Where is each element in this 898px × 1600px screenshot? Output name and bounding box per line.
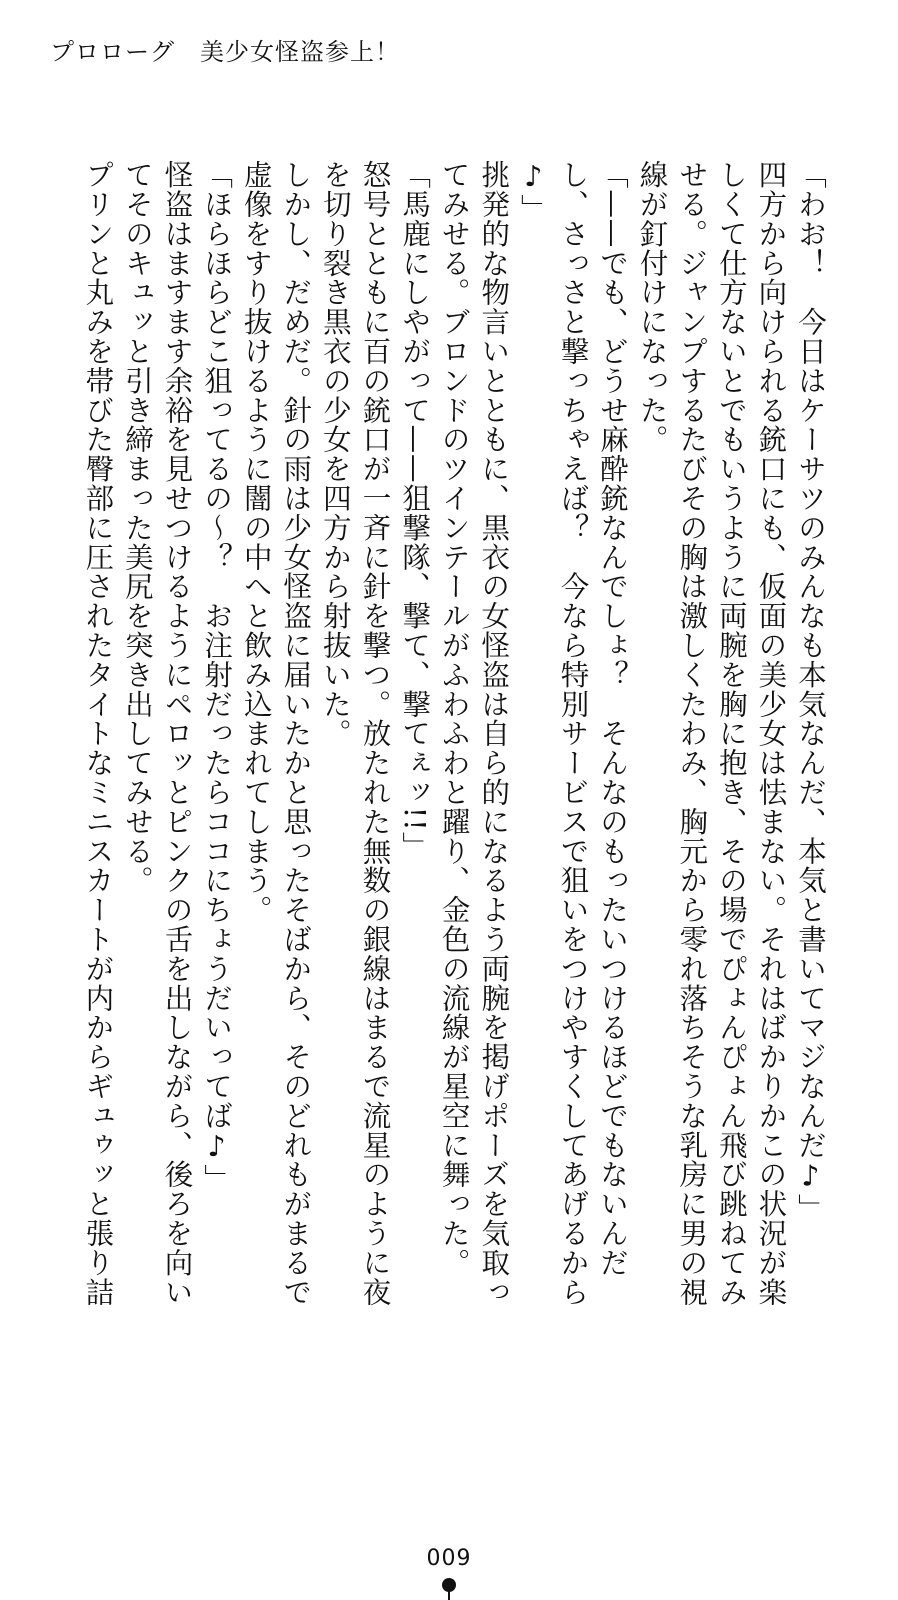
page-number: 009 xyxy=(426,1546,472,1571)
paragraph-6: 怒号とともに百の銃口が一斉に針を撃つ。放たれた無数の銀線はまるで流星のように夜を切り裂き黒衣の少女を四方から射抜いた。 xyxy=(318,160,392,1307)
page-marker-stem xyxy=(448,1590,450,1600)
paragraph-9: 怪盗はますます余裕を見せつけるようにペロッとピンクの舌を出しながら、後ろを向いてそのキュッと引き締まった美尻を突き出してみせる。 xyxy=(120,160,194,1307)
paragraph-5: 「馬鹿にしやがって——狙撃隊、撃て、撃てぇッ!!」 xyxy=(398,160,432,861)
paragraph-4: 挑発的な物言いとともに、黒衣の女怪盗は自ら的になるよう両腕を掲げポーズを気取ってみせる。ブロンドのツインテールがふわふわと躍り、金色の流線が星空に舞った。 xyxy=(437,160,511,1307)
paragraph-1: 「わお！ 今日はケーサツのみんなも本気なんだ、本気と書いてマジなんだ♪」 xyxy=(794,160,827,1223)
paragraph-3: 「——でも、どうせ麻酔銃なんでしょ？ そんなのもったいつけるほどでもないんだし、さっさと撃っちゃえば？ 今なら特別サービスで狙いをつけやすくしてあげるから♪」 xyxy=(516,160,630,1307)
paragraph-7: しかし、だめだ。針の雨は少女怪盗に届いたかと思ったそばから、そのどれもがまるで虚像をすり抜けるように闇の中へと飲み込まれてしまう。 xyxy=(239,160,313,1307)
paragraph-2: 四方から向けられる銃口にも、仮面の美少女は怯まない。それはばかりかこの状況が楽しくて仕方ないとでもいうように両腕を胸に抱き、その場でぴょんぴょん飛び跳ねてみせる。ジャンプするたびその胸は激しくたわみ、胸元から零れ落ちそうな乳房に男の視線が釘付けになった。 xyxy=(635,160,788,1307)
chapter-title: プロローグ 美少女怪盗参上！ xyxy=(50,38,400,66)
paragraph-10: プリンと丸みを帯びた臀部に圧されたタイトなミニスカートが内からギュゥッと張り詰 xyxy=(81,160,115,1307)
vertical-body-text xyxy=(40,160,830,1320)
running-header xyxy=(50,32,400,67)
paragraph-8: 「ほらほらどこ狙ってるの～？ お注射だったらココにちょうだいってば♪」 xyxy=(200,160,234,1194)
